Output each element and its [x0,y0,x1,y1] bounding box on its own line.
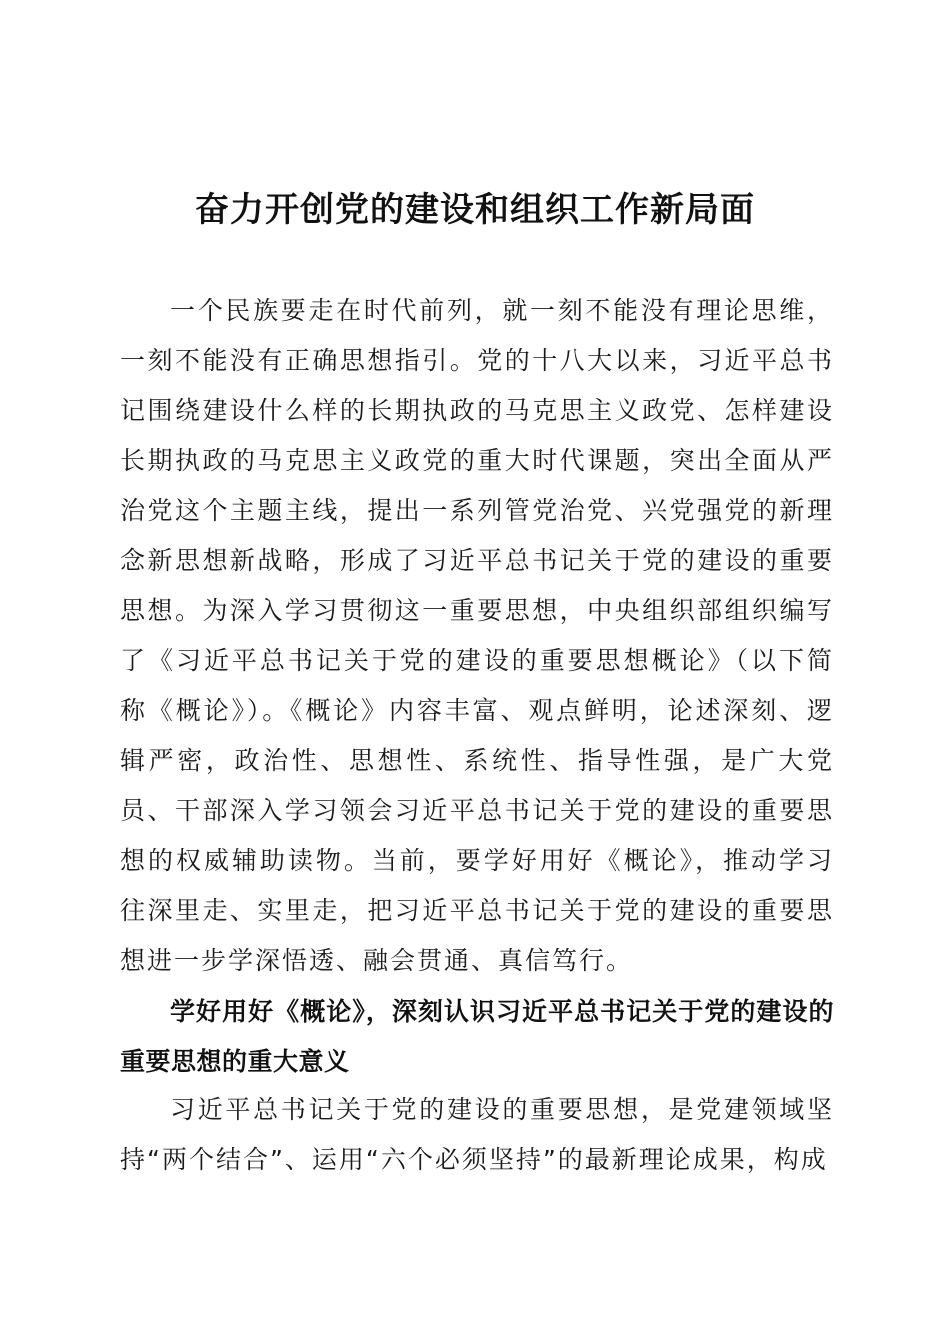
body-paragraph-section-1: 习近平总书记关于党的建设的重要思想，是党建领域坚持“两个结合”、运用“六个必须坚持”的最新理论成果，构成 [120,1095,834,1174]
section-heading: 学好用好《概论》，深刻认识习近平总书记关于党的建设的重要思想的重大意义 [120,997,834,1076]
document-title: 奋力开创党的建设和组织工作新局面 [195,190,755,230]
body-paragraph-intro: 一个民族要走在时代前列，就一刻不能没有理论思维，一刻不能没有正确思想指引。党的十八大以来，习近平总书记围绕建设什么样的长期执政的马克思主义政党、怎样建设长期执政的马克思主义政党的重大时代课题，突出全面从严治党这个主题主线，提出一系列管党治党、兴党强党的新理念新思想新战略，形成了习近平总书记关于党的建设的重要思想。为深入学习贯彻这一重要思想，中央组织部组织编写了《习近平总书记关于党的建设的重要思想概论》（以下简称《概论》）。《概论》内容丰富、观点鲜明，论述深刻、逻辑严密，政治性、思想性、系统性、指导性强，是广大党员、干部深入学习领会习近平总书记关于党的建设的重要思想的权威辅助读物。当前，要学好用好《概论》，推动学习往深里走、实里走，把习近平总书记关于党的建设的重要思想进一步学深悟透、融会贯通、真信笃行。 [120,296,834,975]
